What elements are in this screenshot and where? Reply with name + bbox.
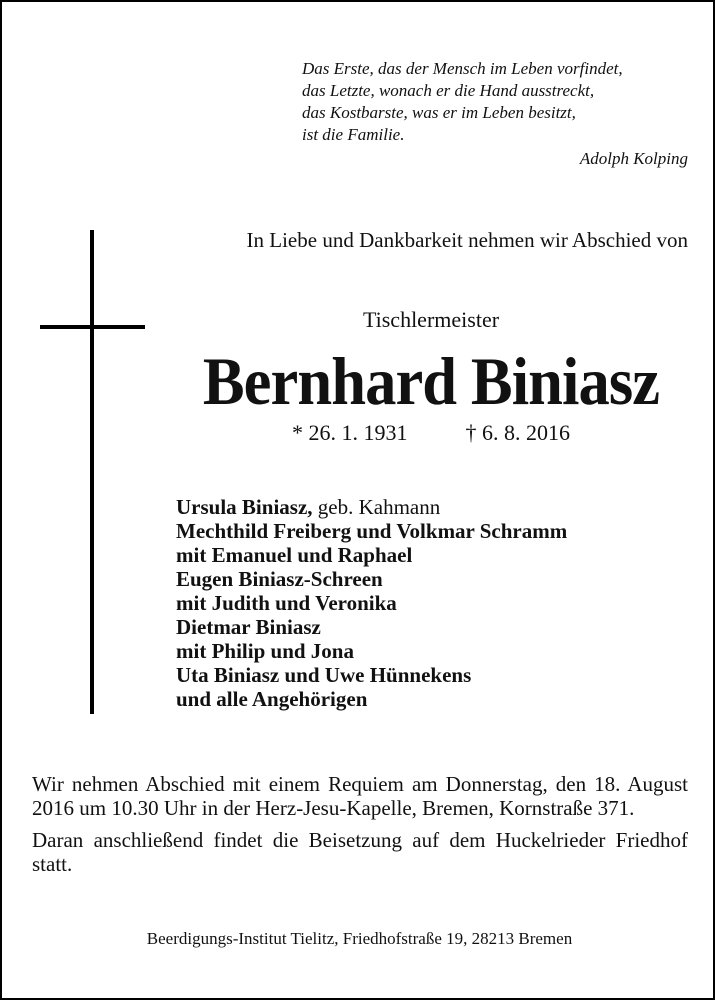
quote-line: ist die Familie. — [302, 125, 405, 144]
mourners-list — [176, 495, 666, 711]
mourner-line — [176, 663, 666, 687]
cross-icon-vertical-bar — [90, 230, 94, 714]
mourner-line — [176, 639, 666, 663]
mourner-name: Ursula Biniasz, — [176, 495, 313, 519]
quote-line: das Kostbarste, was er im Leben besitzt, — [302, 103, 576, 122]
mourner-line — [176, 543, 666, 567]
mourner-name: mit Judith und Veronika — [176, 591, 397, 615]
quote-line: das Letzte, wonach er die Hand ausstreckt, — [302, 81, 595, 100]
deceased-name: Bernhard Biniasz — [202, 343, 660, 419]
quote-line: Das Erste, das der Mensch im Leben vorfindet, — [302, 59, 623, 78]
mourner-name: mit Emanuel und Raphael — [176, 543, 413, 567]
mourner-line — [176, 687, 666, 711]
deceased-occupation: Tischlermeister — [362, 307, 500, 332]
mourner-name: Dietmar Biniasz — [176, 615, 321, 639]
birth-date: * 26. 1. 1931 — [292, 420, 408, 445]
mourner-line — [176, 495, 666, 519]
mourner-line — [176, 519, 666, 543]
burial-paragraph: Daran anschließend findet die Beisetzung auf dem Huckelrieder Friedhof statt. — [32, 828, 688, 876]
death-date: † 6. 8. 2016 — [465, 420, 570, 445]
mourner-name: Uta Biniasz und Uwe Hünnekens — [176, 663, 472, 687]
cross-icon-horizontal-bar — [40, 325, 145, 329]
requiem-paragraph: Wir nehmen Abschied mit einem Requiem am Donnerstag, den 18. August 2016 um 10.30 Uhr in der Herz-Jesu-Kapelle, Bremen, Kornstraße 371. — [32, 772, 688, 820]
mourner-line — [176, 567, 666, 591]
quote-author: Adolph Kolping — [579, 149, 688, 168]
epigraph-quote — [302, 58, 688, 170]
mourner-name: Eugen Biniasz-Schreen — [176, 567, 383, 591]
life-dates — [174, 420, 688, 446]
intro-text: In Liebe und Dankbarkeit nehmen wir Abschied von — [246, 228, 688, 252]
funeral-home-footer: Beerdigungs-Institut Tielitz, Friedhofstraße 19, 28213 Bremen — [146, 929, 573, 948]
service-info — [32, 772, 688, 884]
mourner-name: mit Philip und Jona — [176, 639, 354, 663]
mourner-suffix: geb. Kahmann — [312, 495, 441, 519]
mourner-line — [176, 615, 666, 639]
mourner-name: und alle Angehörigen — [176, 687, 368, 711]
mourner-name: Mechthild Freiberg und Volkmar Schramm — [176, 519, 568, 543]
mourner-line — [176, 591, 666, 615]
